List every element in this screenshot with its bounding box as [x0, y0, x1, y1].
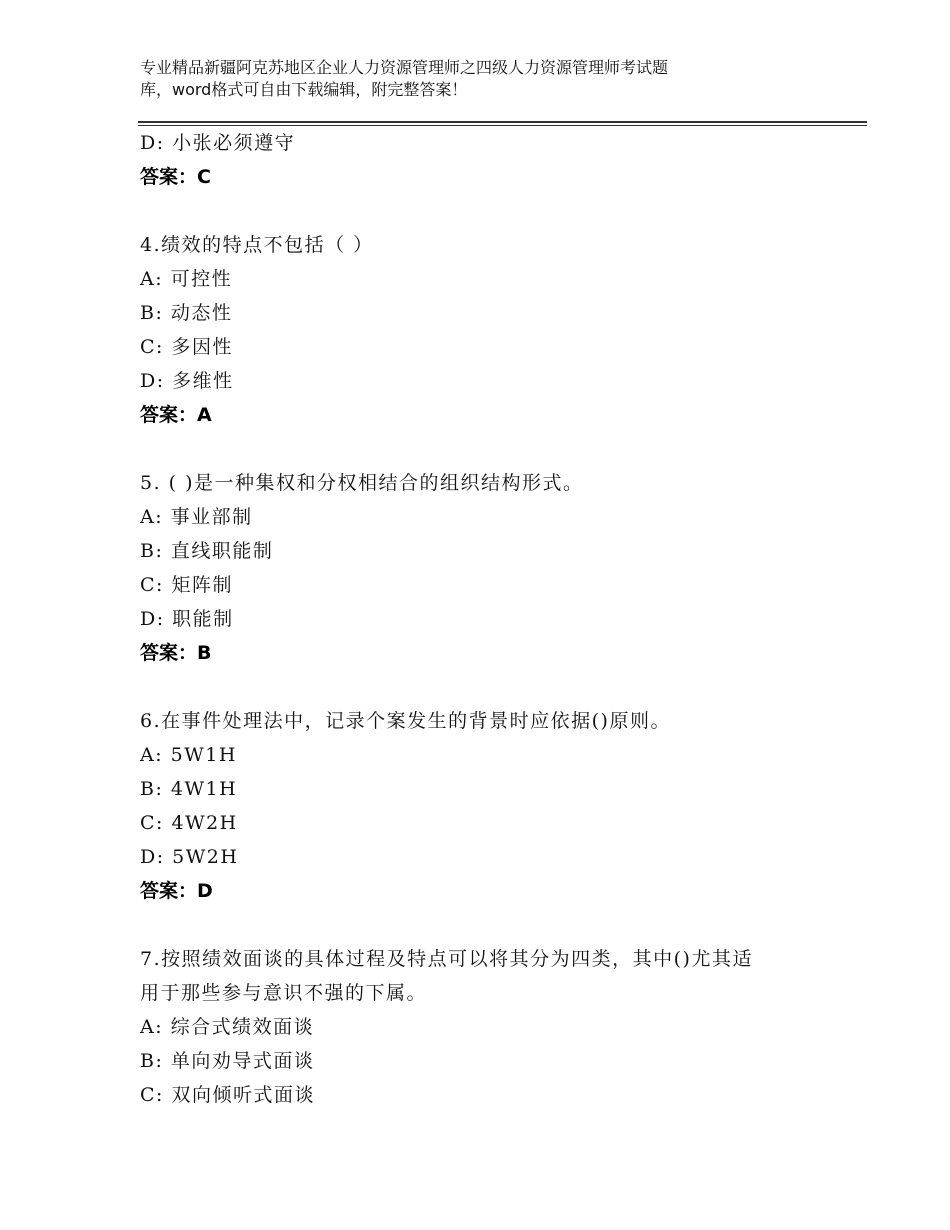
header-line-1: 专业精品新疆阿克苏地区企业人力资源管理师之四级人力资源管理师考试题 [140, 58, 669, 77]
option-a: A: 事业部制 [140, 506, 253, 528]
answer: 答案：D [140, 880, 213, 902]
document-header [140, 57, 840, 101]
header-line-2: 库，word格式可自由下载编辑，附完整答案！ [140, 80, 468, 99]
option-b: B: 单向劝导式面谈 [140, 1050, 315, 1072]
question-stem-line-2: 用于那些参与意识不强的下属。 [140, 982, 428, 1004]
option-c: C: 多因性 [140, 336, 233, 358]
question-stem: 5. ( )是一种集权和分权相结合的组织结构形式。 [140, 472, 584, 494]
option-d: D: 职能制 [140, 608, 234, 630]
option-a: A: 可控性 [140, 268, 233, 290]
option-c: C: 双向倾听式面谈 [140, 1084, 315, 1106]
option-b: B: 动态性 [140, 302, 233, 324]
option-d: D: 5W2H [140, 846, 239, 868]
header-rule-thick [138, 121, 867, 123]
prev-answer: 答案：C [140, 166, 211, 188]
option-c: C: 矩阵制 [140, 574, 233, 596]
option-b: B: 直线职能制 [140, 540, 274, 562]
question-7 [140, 942, 860, 1112]
option-c: C: 4W2H [140, 812, 238, 834]
question-stem: 4.绩效的特点不包括（ ） [140, 234, 374, 256]
answer: 答案：B [140, 642, 212, 664]
question-list [140, 126, 860, 1112]
question-4 [140, 228, 860, 432]
answer: 答案：A [140, 404, 212, 426]
question-stem: 6.在事件处理法中，记录个案发生的背景时应依据()原则。 [140, 710, 671, 732]
question-stem-line-1: 7.按照绩效面谈的具体过程及特点可以将其分为四类，其中()尤其适 [140, 948, 753, 970]
option-a: A: 综合式绩效面谈 [140, 1016, 315, 1038]
prev-option-d: D: 小张必须遵守 [140, 132, 296, 154]
option-b: B: 4W1H [140, 778, 238, 800]
option-d: D: 多维性 [140, 370, 234, 392]
question-5 [140, 466, 860, 670]
question-6 [140, 704, 860, 908]
option-a: A: 5W1H [140, 744, 237, 766]
